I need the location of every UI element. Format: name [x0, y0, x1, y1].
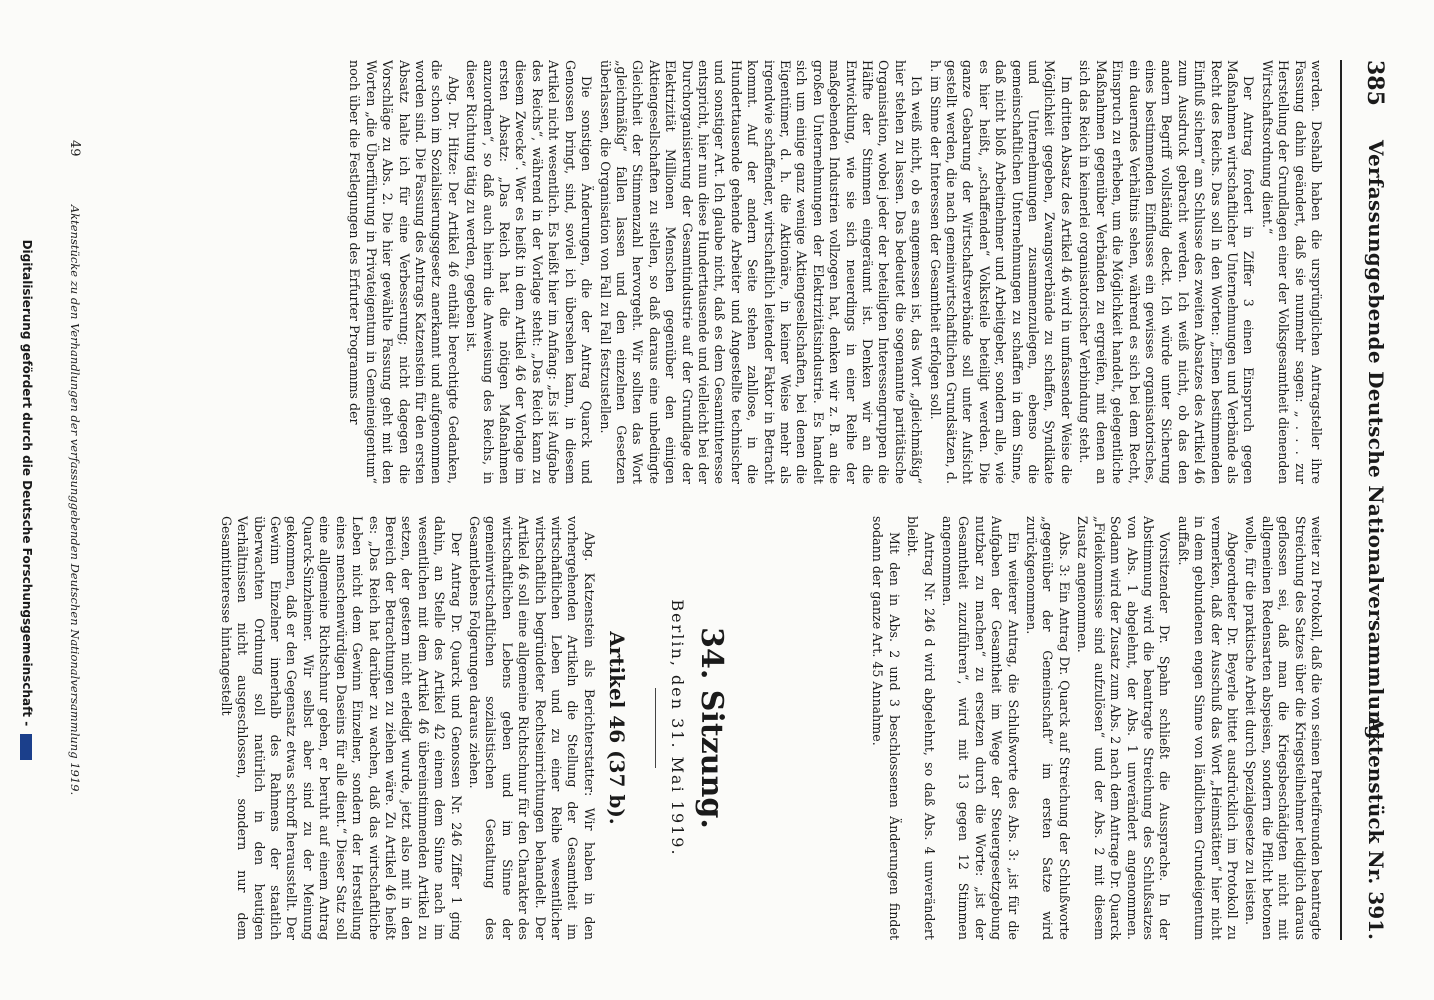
aktenstueck-label: Aktenstück Nr. 391. [1364, 716, 1388, 940]
paragraph: Mit den in Abs. 2 und 3 beschlossenen Änderungen findet sodann der ganze Art. 45 Annahme. [870, 516, 902, 940]
folio-number: 49 [67, 140, 82, 157]
text-column-left [64, 60, 1324, 484]
paragraph: Abs. 3: Ein Antrag Dr. Quarck auf Streichung der Schlußworte „gegenüber der Gemeinschaft“ im ersten Satze wird zurückgenommen. [1024, 516, 1072, 940]
digitization-text: Digitalisierung gefördert durch die Deutsche Forschungsgemeinschaft - [20, 239, 34, 727]
text-column-right [64, 516, 1324, 940]
session-date: Berlin, den 31. Mai 1919. [667, 599, 687, 857]
session-heading: 34. Sitzung. [694, 627, 730, 829]
header-rule [1340, 60, 1342, 940]
paragraph: werden. Deshalb haben die ursprünglichen Antragsteller ihre Fassung dahin geändert, daß sie nunmehr sagen: „ . . . zur Herstellung der Grundlagen einer der Volksgesamtheit dienenden Wirtschaftsordnung dient.“ [1259, 60, 1324, 484]
digitization-credit [20, 60, 34, 940]
paragraph: Abg. Katzenstein als Berichterstatter: Wir haben in den vorhergehenden Artikeln die Stellung der Gesamtheit im wirtschaftlichen Leben und zu einer Reihe wesentlicher wirtschaftlich begründeter Rechtseinrichtungen behandelt. Der Artikel 46 soll eine allgemeine Richtschnur für den Charakter des wirtschaftlichen Lebens geben und im Sinne der gemeinwirtschaftlichen sozialistischen Gestaltung des Gesamtlebens Folgerungen daraus ziehen. [466, 516, 597, 940]
paragraph: Abgeordneter Dr. Beyerle bittet ausdrücklich im Protokoll zu vermerken, daß der Ausschuß das Wort „Heimstätten“ hier nicht in dem gebundenen engen Sinne von ländlichem Grundeigentum auffaßt. [1175, 516, 1240, 940]
article-heading: Artikel 46 (37 b). [605, 631, 630, 825]
divider [655, 688, 656, 768]
page-number: 385 [1362, 60, 1388, 106]
paragraph: Die sonstigen Änderungen, die der Antrag Quarck und Genossen bringt, sind, soviel ich übersehen kann, in diesem Artikel nicht wesentlich. Es heißt hier im Anfang: „Es ist Aufgabe des Reichs“, während in der Vorlage steht: „Das Reich kann zu diesem Zwecke“. Wer es heißt in dem Artikel 46 der Vorlage im ersten Absatz: „Das Reich hat die nötigen Maßnahmen anzuordnen“, so daß auch hierin die Anweisung des Reichs, in dieser Richtung tätig zu werden, gegeben ist. [464, 60, 595, 484]
paragraph: Vorsitzender Dr. Spahn schließt die Aussprache. In der Abstimmung wird die beantragte Streichung des Schlußsatzes von Abs. 1 abgelehnt, der Abs. 1 unverändert angenommen. Sodann wird der Zusatz zum Abs. 2 nach dem Antrage Dr. Quarck „Fideikommisse sind aufzulösen“ und der Abs. 2 mit diesem Zusatz angenommen. [1075, 516, 1173, 940]
paragraph: Ich weiß nicht, ob es angemessen ist, das Wort „gleichmäßig“ hier stehen zu lassen. Das bedeutet die sogenannte paritätische Organisation, wobei jeder der beteiligten Interessengruppen die Hälfte der Stimmen eingeräumt ist. Denken wir an die Entwicklung, wie sie sich neuerdings in einer Reihe der maßgebenden Industrien vollzogen hat, denken wir z. B. an die großen Unternehmungen der Elektrizitätsindustrie. Es handelt sich um einige ganz wenige Aktiengesellschaften, bei denen die Eigentümer, d. h. die Aktionäre, in keiner Weise mehr als irgendwie schaffender, wirtschaftlich leitender Faktor in Betracht kommt. Auf der andern Seite stehen zahllose, in die Hunderttausende gehende Arbeiter und Angestellte technischer und sonstiger Art. Ich glaube nicht, daß es dem Gesamtinteresse entspricht, hier nun diese Hunderttausende und vielleicht bei der Durchorganisierung der Gesamtindustrie auf der Grundlage der Elektrizität Millionen Menschen gegenüber den einigen Aktiengesellschaften zu stellen, so daß daraus eine unbedingte Gleichheit der Stimmenzahl hervorgeht. Wir sollten das Wort „gleichmäßig“ fallen lassen und den einzelnen Gesetzen überlassen, die Organisation von Fall zu Fall festzustellen. [597, 60, 925, 484]
paragraph: Der Antrag fordert in Ziffer 3 einen Einspruch gegen Maßnahmen wirtschaftlicher Unternehmungen und Verbände als Recht des Reichs. Das soll in den Worten: „Einen bestimmenden Einfluß sichern“ am Schlusse des zweiten Absatzes des Artikel 46 zum Ausdruck gebracht werden. Ich weiß nicht, ob das den andern Begriff vollständig deckt. Ich würde unter Sicherung eines bestimmenden Einflusses ein gewisses organisatorisches, ein dauerndes Verhältnis sehen, während es sich bei dem Recht, Einspruch zu erheben, um die Möglichkeit handelt, gelegentliche Maßnahmen gegenüber Verbänden zu ergreifen, mit denen an sich das Reich in keinerlei organisatorischer Verbindung steht. [1077, 60, 1257, 484]
paragraph: Der Antrag Dr. Quarck und Genossen Nr. 246 Ziffer 1 ging dahin, an Stelle des Artikel 42 einem dem Sinne nach im wesentlichen mit dem Artikel 46 übereinstimmenden Artikel zu setzen, der gestern nicht erledigt wurde, jetzt also mit in den Bereich der Betrachtungen zu ziehen wäre. Zu Artikel 46 heißt es: „Das Reich hat darüber zu wachen, daß das wirtschaftliche Leben nicht dem Gewinn Einzelner, sondern der Herstellung eines menschenwürdigen Daseins für alle dient.“ Dieser Satz soll eine allgemeine Richtschnur geben, er beruht auf einem Antrag Quarck-Sinzheimer. Wir selbst aber sind zu der Meinung gekommen, daß er den Gegensatz etwas schroff herausstellt. Der Gewinn Einzelner innerhalb des Rahmens der staatlich überwachten Ordnung soll natürlich in den heutigen Verhältnissen nicht ausgeschlossen, sondern nur dem Gesamtinteresse hintangestellt [218, 516, 464, 940]
paragraph: Im dritten Absatz des Artikel 46 wird in umfassender Weise die Möglichkeit gegeben, Zwangsverbände zu schaffen, Syndikate und Unternehmungen zusammenzulegen, ebenso die gemeinschaftlichen Unternehmungen zu schaffen in dem Sinne, daß nicht bloß Arbeitnehmer und Arbeitgeber, sondern alle, wie es hier heißt, „schaffenden“ Volksteile beteiligt werden. Die ganze Gebarung der Wirtschaftsverbände soll unter Aufsicht gestellt werden, die nach gemeinwirtschaftlichen Grundsätzen, d. h. im Sinne der Interessen der Gesamtheit erfolgen soll. [927, 60, 1074, 484]
publication-title: Verfassunggebende Deutsche Nationalversammlung. [1364, 140, 1388, 747]
dfg-logo-icon [21, 734, 33, 760]
paragraph: Antrag Nr. 246 d wird abgelehnt, so daß Abs. 4 unverändert bleibt. [905, 516, 937, 940]
paragraph: Ein weiterer Antrag, die Schlußworte des Abs. 3: „ist für die Aufgaben der Gesamtheit im Wege der Steuergesetzgebung nutzbar zu machen“ zu ersetzen durch die Worte: „ist der Gesamtheit zuzuführen“, wird mit 13 gegen 12 Stimmen angenommen. [940, 516, 1021, 940]
paragraph: Abg. Dr. Hitze: Der Artikel 46 enthält berechtigte Gedanken, die schon im Sozialisierungsgesetz anerkannt und aufgenommen worden sind. Die Fassung des Antrags Katzenstein für den ersten Absatz halte ich für eine Verbesserung; nicht dagegen die Vorschläge zu Abs. 2. Die hier gewählte Fassung geht mit den Worten „die Überführung in Privateigentum in Gemeineigentum“ noch über die Festlegungen des Erfurter Programms der [347, 60, 461, 484]
page-header [1348, 60, 1396, 940]
paragraph: weiter zu Protokoll, daß die von seinen Parteifreunden beantragte Streichung des Satzes über die Kriegsteilnehmer lediglich daraus geflossen sei, daß man die Kriegsbeschädigten nicht mit allgemeinen Redensarten abspeisen, sondern die Pflicht betonen wolle, für die praktische Arbeit durch Spezialgesetze zu leisten. [1243, 516, 1324, 940]
running-footer: Aktenstücke zu den Verhandlungen der verfassunggebenden Deutschen Nationalversammlung 1919. [68, 204, 82, 796]
